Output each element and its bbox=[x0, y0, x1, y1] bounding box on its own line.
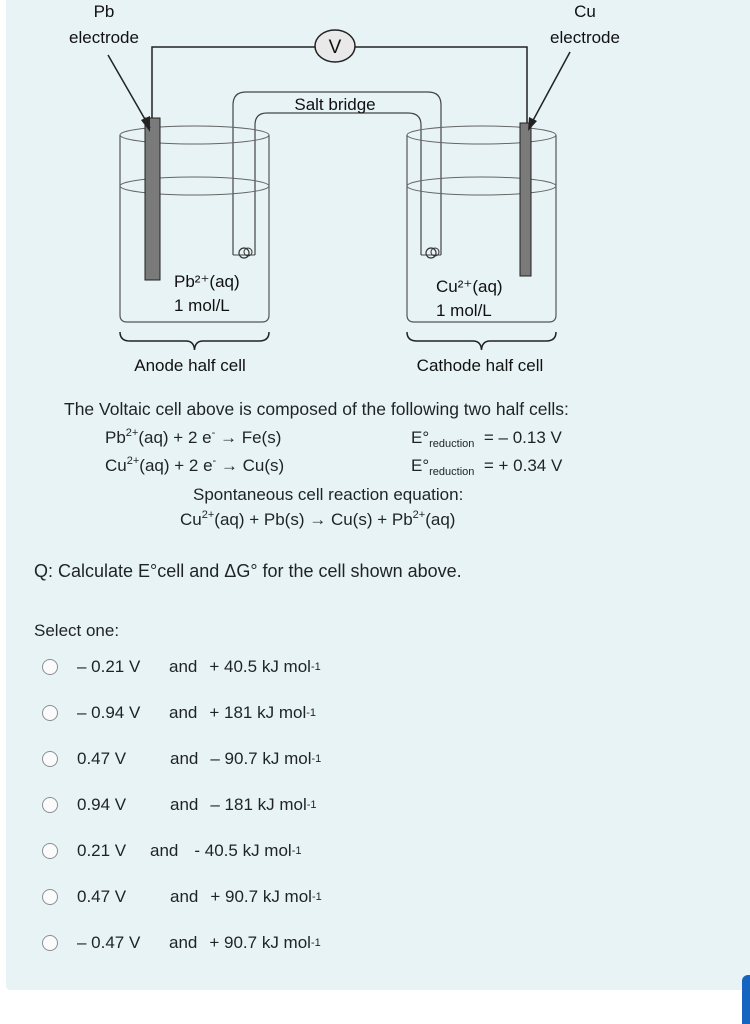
answer-option-5[interactable]: 0.21 V and - 40.5 kJ mol -1 bbox=[42, 838, 301, 864]
pb-electrode bbox=[145, 118, 160, 280]
radio-button[interactable] bbox=[42, 843, 58, 859]
answer-option-7[interactable]: – 0.47 V and + 90.7 kJ mol -1 bbox=[42, 930, 321, 956]
cu-electrode bbox=[520, 123, 531, 276]
radio-button[interactable] bbox=[42, 797, 58, 813]
anode-concentration: 1 mol/L bbox=[174, 296, 230, 315]
pb-electrode-label: electrode bbox=[69, 28, 139, 47]
cu-electrode-label: electrode bbox=[550, 28, 620, 47]
intro-text: The Voltaic cell above is composed of the following two half cells: bbox=[64, 399, 569, 419]
question-text: Q: Calculate E°cell and ΔG° for the cell shown above. bbox=[34, 561, 462, 581]
cathode-caption: Cathode half cell bbox=[416, 356, 544, 375]
half-potential-2: $E^\circ_{reduction}$ = + 0.34 V bbox=[411, 456, 563, 478]
spontaneous-title: Spontaneous cell reaction equation: bbox=[193, 485, 464, 504]
answer-option-4[interactable]: 0.94 V and – 181 kJ mol -1 bbox=[42, 792, 317, 818]
anode-brace bbox=[120, 332, 269, 350]
radio-button[interactable] bbox=[42, 889, 58, 905]
anode-solution-label: Pb²⁺(aq) bbox=[174, 272, 240, 291]
salt-bridge-inner bbox=[255, 113, 421, 255]
radio-button[interactable] bbox=[42, 935, 58, 951]
anode-caption: Anode half cell bbox=[134, 356, 246, 375]
voltmeter-label: V bbox=[328, 37, 342, 58]
side-tab[interactable] bbox=[742, 975, 750, 1024]
cathode-brace bbox=[407, 332, 556, 350]
cathode-concentration: 1 mol/L bbox=[436, 301, 492, 320]
radio-button[interactable] bbox=[42, 705, 58, 721]
cu-label: Cu bbox=[574, 2, 596, 21]
half-potential-1: $E^\circ_{reduction}$ = – 0.13 V bbox=[411, 428, 562, 450]
salt-bridge-label: Salt bridge bbox=[294, 95, 376, 114]
pb-label: Pb bbox=[93, 2, 115, 21]
half-reaction-2: $Cu^{2+}(aq) + 2$ e- → Cu(s) bbox=[105, 455, 285, 475]
anode-beaker bbox=[120, 135, 269, 322]
answer-option-2[interactable]: – 0.94 V and + 181 kJ mol -1 bbox=[42, 700, 316, 726]
radio-button[interactable] bbox=[42, 751, 58, 767]
radio-button[interactable] bbox=[42, 659, 58, 675]
cathode-solution-label: Cu²⁺(aq) bbox=[436, 277, 503, 296]
cell-reaction: $Cu^{2+}(aq) + Pb(s) \to Cu(s) + Pb^{2+}(aq)$ bbox=[180, 509, 456, 529]
answer-option-1[interactable]: – 0.21 V and + 40.5 kJ mol -1 bbox=[42, 654, 321, 680]
select-one-label: Select one: bbox=[34, 621, 120, 640]
half-reaction-1: $Pb^{2+}(aq) + 2$ e- → Fe(s) bbox=[105, 427, 282, 447]
voltaic-cell-diagram bbox=[0, 0, 750, 390]
answer-option-3[interactable]: 0.47 V and – 90.7 kJ mol -1 bbox=[42, 746, 321, 772]
answer-option-6[interactable]: 0.47 V and + 90.7 kJ mol -1 bbox=[42, 884, 322, 910]
salt-bridge-outer bbox=[233, 92, 441, 255]
